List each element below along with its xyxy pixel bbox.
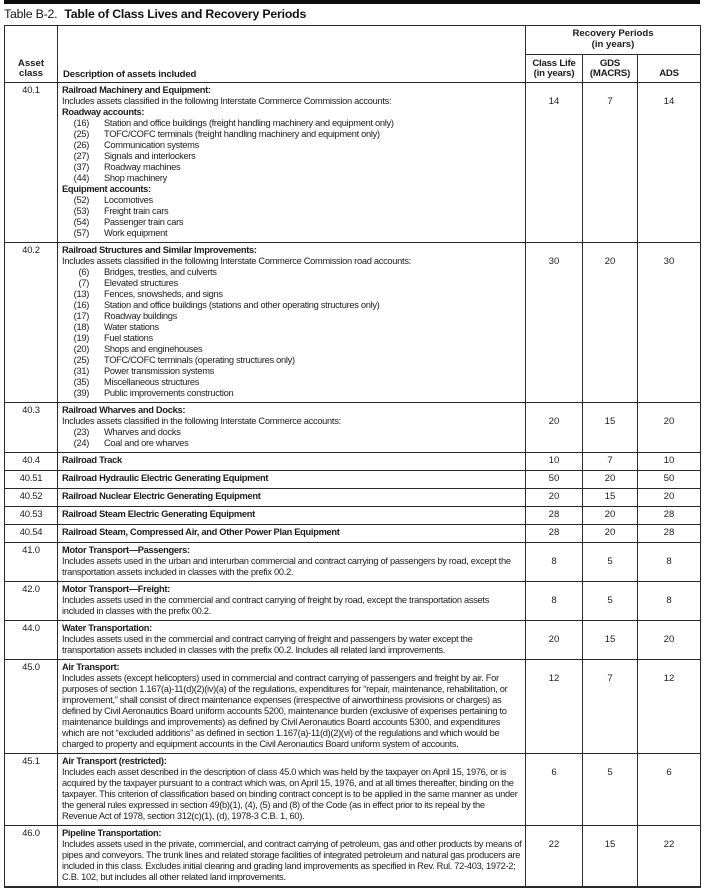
account-item <box>62 344 522 355</box>
account-item <box>62 289 522 300</box>
value-ads: 10 <box>638 453 701 471</box>
value-ads: 28 <box>638 507 701 525</box>
item-number: (7) <box>78 278 89 288</box>
table-header <box>5 26 701 83</box>
item-number: (53) <box>73 206 89 216</box>
account-item <box>62 300 522 311</box>
value-gds: 20 <box>583 525 638 543</box>
asset-class-cell: 41.0 <box>5 543 58 582</box>
item-text: Locomotives <box>104 195 153 205</box>
item-number: (16) <box>73 300 89 310</box>
description-cell <box>58 826 526 888</box>
item-number: (52) <box>73 195 89 205</box>
asset-class-cell: 40.52 <box>5 489 58 507</box>
table-row <box>5 660 701 754</box>
item-text: Shops and enginehouses <box>104 344 203 354</box>
row-title: Railroad Hydraulic Electric Generating Equipment <box>62 473 269 483</box>
table-row <box>5 754 701 826</box>
account-item <box>62 129 522 140</box>
account-item <box>62 438 522 449</box>
value-class-life: 14 <box>526 83 583 243</box>
row-subhead: Equipment accounts: <box>62 184 151 194</box>
value-class-life: 28 <box>526 507 583 525</box>
account-item <box>62 140 522 151</box>
value-class-life: 28 <box>526 525 583 543</box>
row-title: Pipeline Transportation: <box>62 828 162 838</box>
page-title <box>4 7 705 21</box>
item-text: Wharves and docks <box>104 427 181 437</box>
description-cell <box>58 621 526 660</box>
description-cell <box>58 83 526 243</box>
account-item <box>62 355 522 366</box>
account-item <box>62 173 522 184</box>
item-number: (39) <box>73 388 89 398</box>
value-class-life: 10 <box>526 453 583 471</box>
row-title: Motor Transport—Freight: <box>62 584 170 594</box>
table-title-label: Table of Class Lives and Recovery Periods <box>64 7 307 21</box>
row-text: Includes assets (except helicopters) used in commercial and contract carrying of passengers and freight by air. For purposes of section 1.167(a)-11(d)(2)(iv)(a) of the regulations, expenditures for “repair, maintenance, rehabilitation, or improvement,” shall consist of direct maintenance expenses (irrespective of airworthiness provisions or charges) as defined by Civil Aeronautics Board uniform accounts 5200, maintenance burden (exclusive of expenses pertaining to maintenance buildings and improvements) as defined by Civil Aeronautics Board accounts 5300, and expenditures which are not “excluded additions” as defined in section 1.167(a)-11(d)(2)(vi) of the regulations and which would be charged to property and equipment accounts in the Civil Aeronautics Board uniform system of accounts. <box>62 673 508 749</box>
item-number: (6) <box>78 267 89 277</box>
value-ads: 28 <box>638 525 701 543</box>
row-title: Railroad Steam, Compressed Air, and Other Power Plan Equipment <box>62 527 340 537</box>
row-text: Includes assets used in the commercial and contract carrying of freight by road, except the transportation assets included in classes with the prefix 00.2. <box>62 595 490 616</box>
table-row <box>5 826 701 888</box>
value-gds: 5 <box>583 582 638 621</box>
item-number: (44) <box>73 173 89 183</box>
account-item <box>62 162 522 173</box>
table-row <box>5 621 701 660</box>
description-cell <box>58 471 526 489</box>
value-ads: 50 <box>638 471 701 489</box>
table-row <box>5 83 701 243</box>
item-text: Miscellaneous structures <box>104 377 200 387</box>
value-gds: 20 <box>583 471 638 489</box>
asset-class-cell: 44.0 <box>5 621 58 660</box>
description-cell <box>58 507 526 525</box>
value-class-life: 20 <box>526 489 583 507</box>
item-text: Shop machinery <box>104 173 167 183</box>
value-gds: 20 <box>583 243 638 403</box>
item-text: Water stations <box>104 322 159 332</box>
item-number: (31) <box>73 366 89 376</box>
header-asset-class <box>5 26 58 83</box>
row-title: Air Transport: <box>62 662 120 672</box>
asset-class-cell: 42.0 <box>5 582 58 621</box>
description-cell <box>58 453 526 471</box>
value-ads: 8 <box>638 582 701 621</box>
top-rule <box>4 0 700 4</box>
row-subhead: Roadway accounts: <box>62 107 145 117</box>
value-class-life: 20 <box>526 621 583 660</box>
asset-class-cell: 40.4 <box>5 453 58 471</box>
value-ads: 20 <box>638 403 701 453</box>
table-row <box>5 489 701 507</box>
value-gds: 7 <box>583 660 638 754</box>
item-text: Fuel stations <box>104 333 153 343</box>
item-text: Power transmission systems <box>104 366 214 376</box>
table-number-label: Table B-2. <box>4 7 58 21</box>
asset-class-cell: 40.3 <box>5 403 58 453</box>
value-class-life: 8 <box>526 582 583 621</box>
value-ads: 8 <box>638 543 701 582</box>
account-item <box>62 228 522 239</box>
table-row <box>5 582 701 621</box>
account-item <box>62 427 522 438</box>
item-text: TOFC/COFC terminals (operating structures only) <box>104 355 295 365</box>
header-gds-line1: GDS <box>599 57 621 69</box>
header-asset-line1: Asset <box>17 57 45 69</box>
item-text: Roadway machines <box>104 162 181 172</box>
account-item <box>62 118 522 129</box>
account-item <box>62 333 522 344</box>
item-text: Elevated structures <box>104 278 178 288</box>
item-text: Freight train cars <box>104 206 169 216</box>
item-number: (25) <box>73 129 89 139</box>
asset-class-cell: 40.51 <box>5 471 58 489</box>
asset-class-cell: 45.0 <box>5 660 58 754</box>
row-title: Air Transport (restricted): <box>62 756 167 766</box>
value-gds: 15 <box>583 489 638 507</box>
item-text: Signals and interlockers <box>104 151 196 161</box>
value-gds: 7 <box>583 453 638 471</box>
account-item <box>62 322 522 333</box>
header-asset-line2: class <box>18 68 43 80</box>
value-class-life: 30 <box>526 243 583 403</box>
item-text: Work equipment <box>104 228 168 238</box>
row-text: Includes assets used in the commercial and contract carrying of freight and passengers by water except the transportation assets included in classes with the prefix 00.2. Includes all related land improvements. <box>62 634 473 655</box>
header-class-life <box>526 55 583 83</box>
item-number: (27) <box>73 151 89 161</box>
item-number: (19) <box>73 333 89 343</box>
item-number: (13) <box>73 289 89 299</box>
item-text: Fences, snowsheds, and signs <box>104 289 223 299</box>
item-text: Passenger train cars <box>104 217 184 227</box>
value-class-life: 22 <box>526 826 583 888</box>
header-gds-line2: (MACRS) <box>589 68 631 80</box>
row-title: Railroad Nuclear Electric Generating Equipment <box>62 491 261 501</box>
item-number: (18) <box>73 322 89 332</box>
table-row <box>5 471 701 489</box>
header-gds <box>583 55 638 83</box>
asset-class-cell: 40.1 <box>5 83 58 243</box>
row-title: Railroad Track <box>62 455 122 465</box>
class-lives-table <box>4 25 701 888</box>
table-body <box>5 83 701 888</box>
item-text: Station and office buildings (freight handling machinery and equipment only) <box>104 118 394 128</box>
value-class-life: 50 <box>526 471 583 489</box>
value-ads: 14 <box>638 83 701 243</box>
value-gds: 15 <box>583 826 638 888</box>
value-class-life: 6 <box>526 754 583 826</box>
value-class-life: 20 <box>526 403 583 453</box>
description-cell <box>58 403 526 453</box>
row-title: Railroad Steam Electric Generating Equipment <box>62 509 255 519</box>
table-row <box>5 543 701 582</box>
item-text: Bridges, trestles, and culverts <box>104 267 217 277</box>
item-number: (16) <box>73 118 89 128</box>
description-cell <box>58 754 526 826</box>
description-cell <box>58 660 526 754</box>
row-text: Includes assets classified in the following Interstate Commerce Commission road accounts: <box>62 256 411 266</box>
value-gds: 7 <box>583 83 638 243</box>
row-title: Railroad Machinery and Equipment: <box>62 85 211 95</box>
row-text: Includes assets used in the urban and interurban commercial and contract carrying of passengers by road, except the transportation assets included in classes with the prefix 00.2. <box>62 556 511 577</box>
account-item <box>62 206 522 217</box>
item-number: (17) <box>73 311 89 321</box>
asset-class-cell: 40.54 <box>5 525 58 543</box>
table-row <box>5 507 701 525</box>
value-class-life: 8 <box>526 543 583 582</box>
header-description: Description of assets included <box>58 26 526 83</box>
description-cell <box>58 525 526 543</box>
row-title: Motor Transport—Passengers: <box>62 545 190 555</box>
item-text: Station and office buildings (stations and other operating structures only) <box>104 300 380 310</box>
asset-class-cell: 45.1 <box>5 754 58 826</box>
row-text: Includes assets classified in the following Interstate Commerce Commission accounts: <box>62 96 392 106</box>
value-gds: 15 <box>583 403 638 453</box>
account-item <box>62 388 522 399</box>
item-number: (35) <box>73 377 89 387</box>
value-gds: 5 <box>583 754 638 826</box>
account-item <box>62 366 522 377</box>
description-cell <box>58 582 526 621</box>
account-item <box>62 278 522 289</box>
row-text: Includes assets used in the private, commercial, and contract carrying of petroleum, gas and other products by means of pipes and conveyors. The trunk lines and related storage facilities of integrated petroleum and natural gas producers are included in this class. Excludes initial clearing and grading land improvements as specified in Rev. Rul. 72-403, 1972-2; C.B. 102, but includes all other related land improvements. <box>62 839 522 882</box>
value-gds: 20 <box>583 507 638 525</box>
item-number: (25) <box>73 355 89 365</box>
value-ads: 6 <box>638 754 701 826</box>
description-cell <box>58 489 526 507</box>
row-title: Railroad Structures and Similar Improvements: <box>62 245 257 255</box>
account-item <box>62 195 522 206</box>
table-row <box>5 525 701 543</box>
account-item <box>62 151 522 162</box>
account-item <box>62 377 522 388</box>
value-ads: 20 <box>638 489 701 507</box>
item-text: Communication systems <box>104 140 199 150</box>
table-row <box>5 403 701 453</box>
value-class-life: 12 <box>526 660 583 754</box>
asset-class-cell: 40.2 <box>5 243 58 403</box>
value-ads: 30 <box>638 243 701 403</box>
item-number: (24) <box>73 438 89 448</box>
item-text: Roadway buildings <box>104 311 177 321</box>
row-text: Includes each asset described in the description of class 45.0 which was held by the taxpayer on April 15, 1976, or is acquired by the taxpayer pursuant to a contract which was, on April 15, 1976, and at all times thereafter, binding on the taxpayer. This criterion of classification based on binding contract concept is to be applied in the same manner as under the general rules expressed in section 49(b)(1), (4), (5) and (8) of the Code (as in effect prior to its repeal by the Revenue Act of 1978, section 312(c)(1), (d), 1978-3 C.B. 1, 60). <box>62 767 518 821</box>
value-ads: 22 <box>638 826 701 888</box>
row-text: Includes assets classified in the following Interstate Commerce accounts: <box>62 416 341 426</box>
value-ads: 20 <box>638 621 701 660</box>
item-number: (37) <box>73 162 89 172</box>
item-number: (54) <box>73 217 89 227</box>
item-text: Public improvements construction <box>104 388 234 398</box>
item-number: (23) <box>73 427 89 437</box>
item-text: TOFC/COFC terminals (freight handling machinery and equipment only) <box>104 129 380 139</box>
account-item <box>62 267 522 278</box>
value-ads: 12 <box>638 660 701 754</box>
item-text: Coal and ore wharves <box>104 438 189 448</box>
header-class-life-line1: Class Life <box>532 57 576 69</box>
header-ads: ADS <box>638 55 701 83</box>
asset-class-cell: 40.53 <box>5 507 58 525</box>
account-item <box>62 217 522 228</box>
asset-class-cell: 46.0 <box>5 826 58 888</box>
item-number: (20) <box>73 344 89 354</box>
table-row <box>5 453 701 471</box>
header-recovery-line2: (in years) <box>591 39 635 50</box>
item-number: (57) <box>73 228 89 238</box>
value-gds: 5 <box>583 543 638 582</box>
description-cell <box>58 543 526 582</box>
value-gds: 15 <box>583 621 638 660</box>
row-title: Water Transportation: <box>62 623 152 633</box>
header-recovery-line1: Recovery Periods <box>572 28 654 40</box>
header-recovery-periods <box>526 26 701 55</box>
description-cell <box>58 243 526 403</box>
table-row <box>5 243 701 403</box>
item-number: (26) <box>73 140 89 150</box>
row-title: Railroad Wharves and Docks: <box>62 405 186 415</box>
account-item <box>62 311 522 322</box>
header-class-life-line2: (in years) <box>533 68 575 80</box>
